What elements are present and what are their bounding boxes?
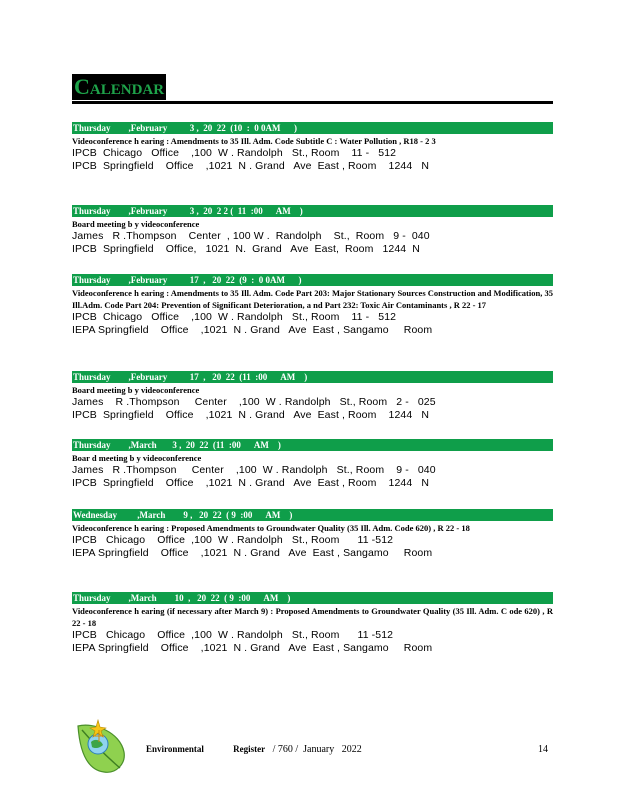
- calendar-entry: [72, 509, 553, 560]
- entry-date-bar: Thursday ,February 17 , 20 22 (11 :00 AM ): [72, 371, 553, 383]
- calendar-entry: [72, 205, 553, 256]
- entry-description: Videoconference h earing (if necessary after March 9) : Proposed Amendments to Groundwater Quality (35 Ill. Adm. C ode 620) , R 22 - 18: [72, 606, 553, 628]
- calendar-entry: [72, 439, 553, 490]
- entry-description: Videoconference h earing : Proposed Amendments to Groundwater Quality (35 Ill. Adm. Code 620) , R 22 - 18: [72, 523, 470, 533]
- leaf-logo-icon: [74, 718, 134, 776]
- entry-location: James R .Thompson Center , 100 W . Randolph St., Room 9 - 040: [72, 230, 430, 242]
- calendar-entry: [72, 592, 553, 655]
- issue-info: / 760 / January 2022: [272, 744, 362, 755]
- entry-description: Board meeting b y videoconference: [72, 219, 200, 229]
- page-title: Calendar: [74, 74, 165, 99]
- entry-date-bar: Wednesday ,March 9 , 20 22 ( 9 :00 AM ): [72, 509, 553, 521]
- calendar-entry: [72, 274, 553, 337]
- entry-location: James R .Thompson Center ,100 W . Randolph St., Room 9 - 040: [72, 464, 436, 476]
- entry-location: IEPA Springfield Office ,1021 N . Grand Ave East , Sangamo Room: [72, 642, 433, 654]
- entry-description: Videoconference h earing : Amendments to 35 Ill. Adm. Code Subtitle C : Water Pollution , R18 - 2 3: [72, 136, 436, 146]
- entry-description: Boar d meeting b y videoconference: [72, 453, 202, 463]
- entry-location: IPCB Chicago Office ,100 W . Randolph St., Room 11 - 512: [72, 311, 397, 323]
- footer-publication-line: [146, 744, 362, 755]
- entry-date-bar: Thursday ,February 3 , 20 22 (10 : 0 0AM ): [72, 122, 553, 134]
- entry-date-bar: Thursday ,March 10 , 20 22 ( 9 :00 AM ): [72, 592, 553, 604]
- entry-location: IEPA Springfield Office ,1021 N . Grand Ave East , Sangamo Room: [72, 324, 433, 336]
- calendar-entry: [72, 371, 553, 422]
- page-footer: [0, 718, 618, 778]
- entry-date-bar: Thursday ,February 17 , 20 22 (9 : 0 0AM ): [72, 274, 553, 286]
- entry-location: IPCB Springfield Office ,1021 N . Grand Ave East , Room 1244 N: [72, 160, 429, 172]
- entry-description: Board meeting b y videoconference: [72, 385, 200, 395]
- entry-location: IPCB Springfield Office ,1021 N . Grand Ave East , Room 1244 N: [72, 477, 429, 489]
- entry-location: IPCB Springfield Office, 1021 N. Grand Ave East, Room 1244 N: [72, 243, 420, 255]
- entry-location: IPCB Chicago Office ,100 W . Randolph St., Room 11 -512: [72, 534, 394, 546]
- entry-date-bar: Thursday ,February 3 , 20 2 2 ( 11 :00 AM ): [72, 205, 553, 217]
- entry-location: James R .Thompson Center ,100 W . Randolph St., Room 2 - 025: [72, 396, 436, 408]
- entry-location: IPCB Chicago Office ,100 W . Randolph St., Room 11 -512: [72, 629, 394, 641]
- title-rule: [72, 101, 553, 104]
- calendar-entry: [72, 122, 553, 173]
- publication-name: Environmental Register: [146, 744, 266, 754]
- page-number: 14: [538, 744, 548, 755]
- entry-location: IPCB Chicago Office ,100 W . Randolph St., Room 11 - 512: [72, 147, 397, 159]
- entry-description: Videoconference h earing : Amendments to 35 Ill. Adm. Code Part 203: Major Stationary Sources Construction and Modification, 35 Ill.Adm. Code Part 204: Prevention of Significant Deterioration, a nd Part 232: Toxic Air Contaminants , R 22 - 17: [72, 288, 553, 310]
- page-title-box: [72, 74, 166, 100]
- entry-date-bar: Thursday ,March 3 , 20 22 (11 :00 AM ): [72, 439, 553, 451]
- entry-location: IEPA Springfield Office ,1021 N . Grand Ave East , Sangamo Room: [72, 547, 433, 559]
- entry-location: IPCB Springfield Office ,1021 N . Grand Ave East , Room 1244 N: [72, 409, 429, 421]
